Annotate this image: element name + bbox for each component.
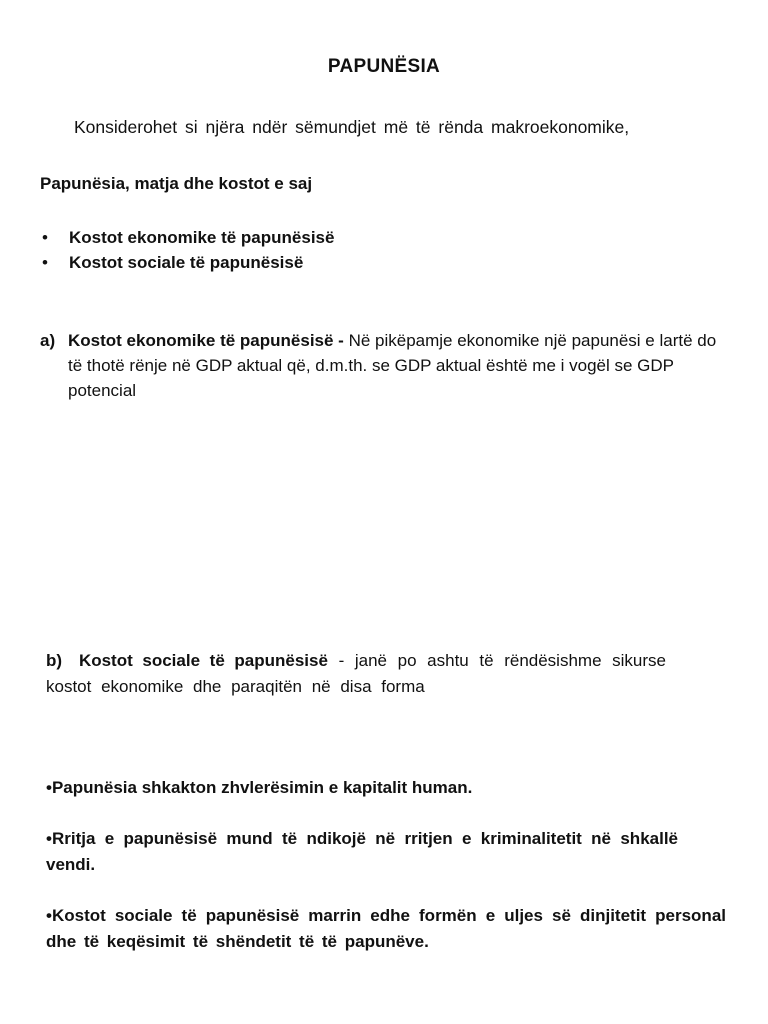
page-title: PAPUNËSIA <box>327 56 441 77</box>
bullet-item-label: Kostot sociale të papunësisë <box>69 253 304 272</box>
item-a-economic-costs <box>40 328 730 403</box>
bullet-item-label: Kostot ekonomike të papunësisë <box>69 228 335 247</box>
point-criminality: •Rritja e papunësisë mund të ndikojë në rritjen e kriminalitetit në shkallë vendi. <box>46 829 678 874</box>
item-b-text: - janë po ashtu të rëndësishme sikurse kostot ekonomike dhe paraqitën në disa forma <box>46 651 666 696</box>
point-human-capital: •Papunësia shkakton zhvlerësimin e kapitalit human. <box>46 778 473 797</box>
item-a-text: Në pikëpamje ekonomike një papunësi e lartë do të thotë rënje në GDP aktual që, d.m.th. se GDP aktual është me i vogël se GDP potencial <box>68 331 717 400</box>
bullet-item-social-costs <box>40 250 334 275</box>
item-a-lead: Kostot ekonomike të papunësisë - <box>68 331 344 350</box>
bullet-icon: • <box>42 228 48 247</box>
item-a-body <box>68 328 730 403</box>
item-b-lead: Kostot sociale të papunësisë <box>78 651 328 670</box>
section-heading: Papunësia, matja dhe kostot e saj <box>40 174 313 193</box>
bullet-icon: • <box>42 253 48 272</box>
item-b-marker: b) <box>46 651 63 670</box>
bullet-item-economic-costs <box>40 225 334 250</box>
item-b-social-costs <box>46 648 666 700</box>
intro-text: Konsiderohet si njëra ndër sëmundjet më të rënda makroekonomike, <box>74 117 630 137</box>
point-dignity-health: •Kostot sociale të papunësisë marrin edhe formën e uljes së dinjitetit personal dhe të keqësimit të shëndetit të të papunëve. <box>46 906 726 951</box>
item-a-marker: a) <box>40 331 56 350</box>
bullet-list <box>40 225 334 275</box>
